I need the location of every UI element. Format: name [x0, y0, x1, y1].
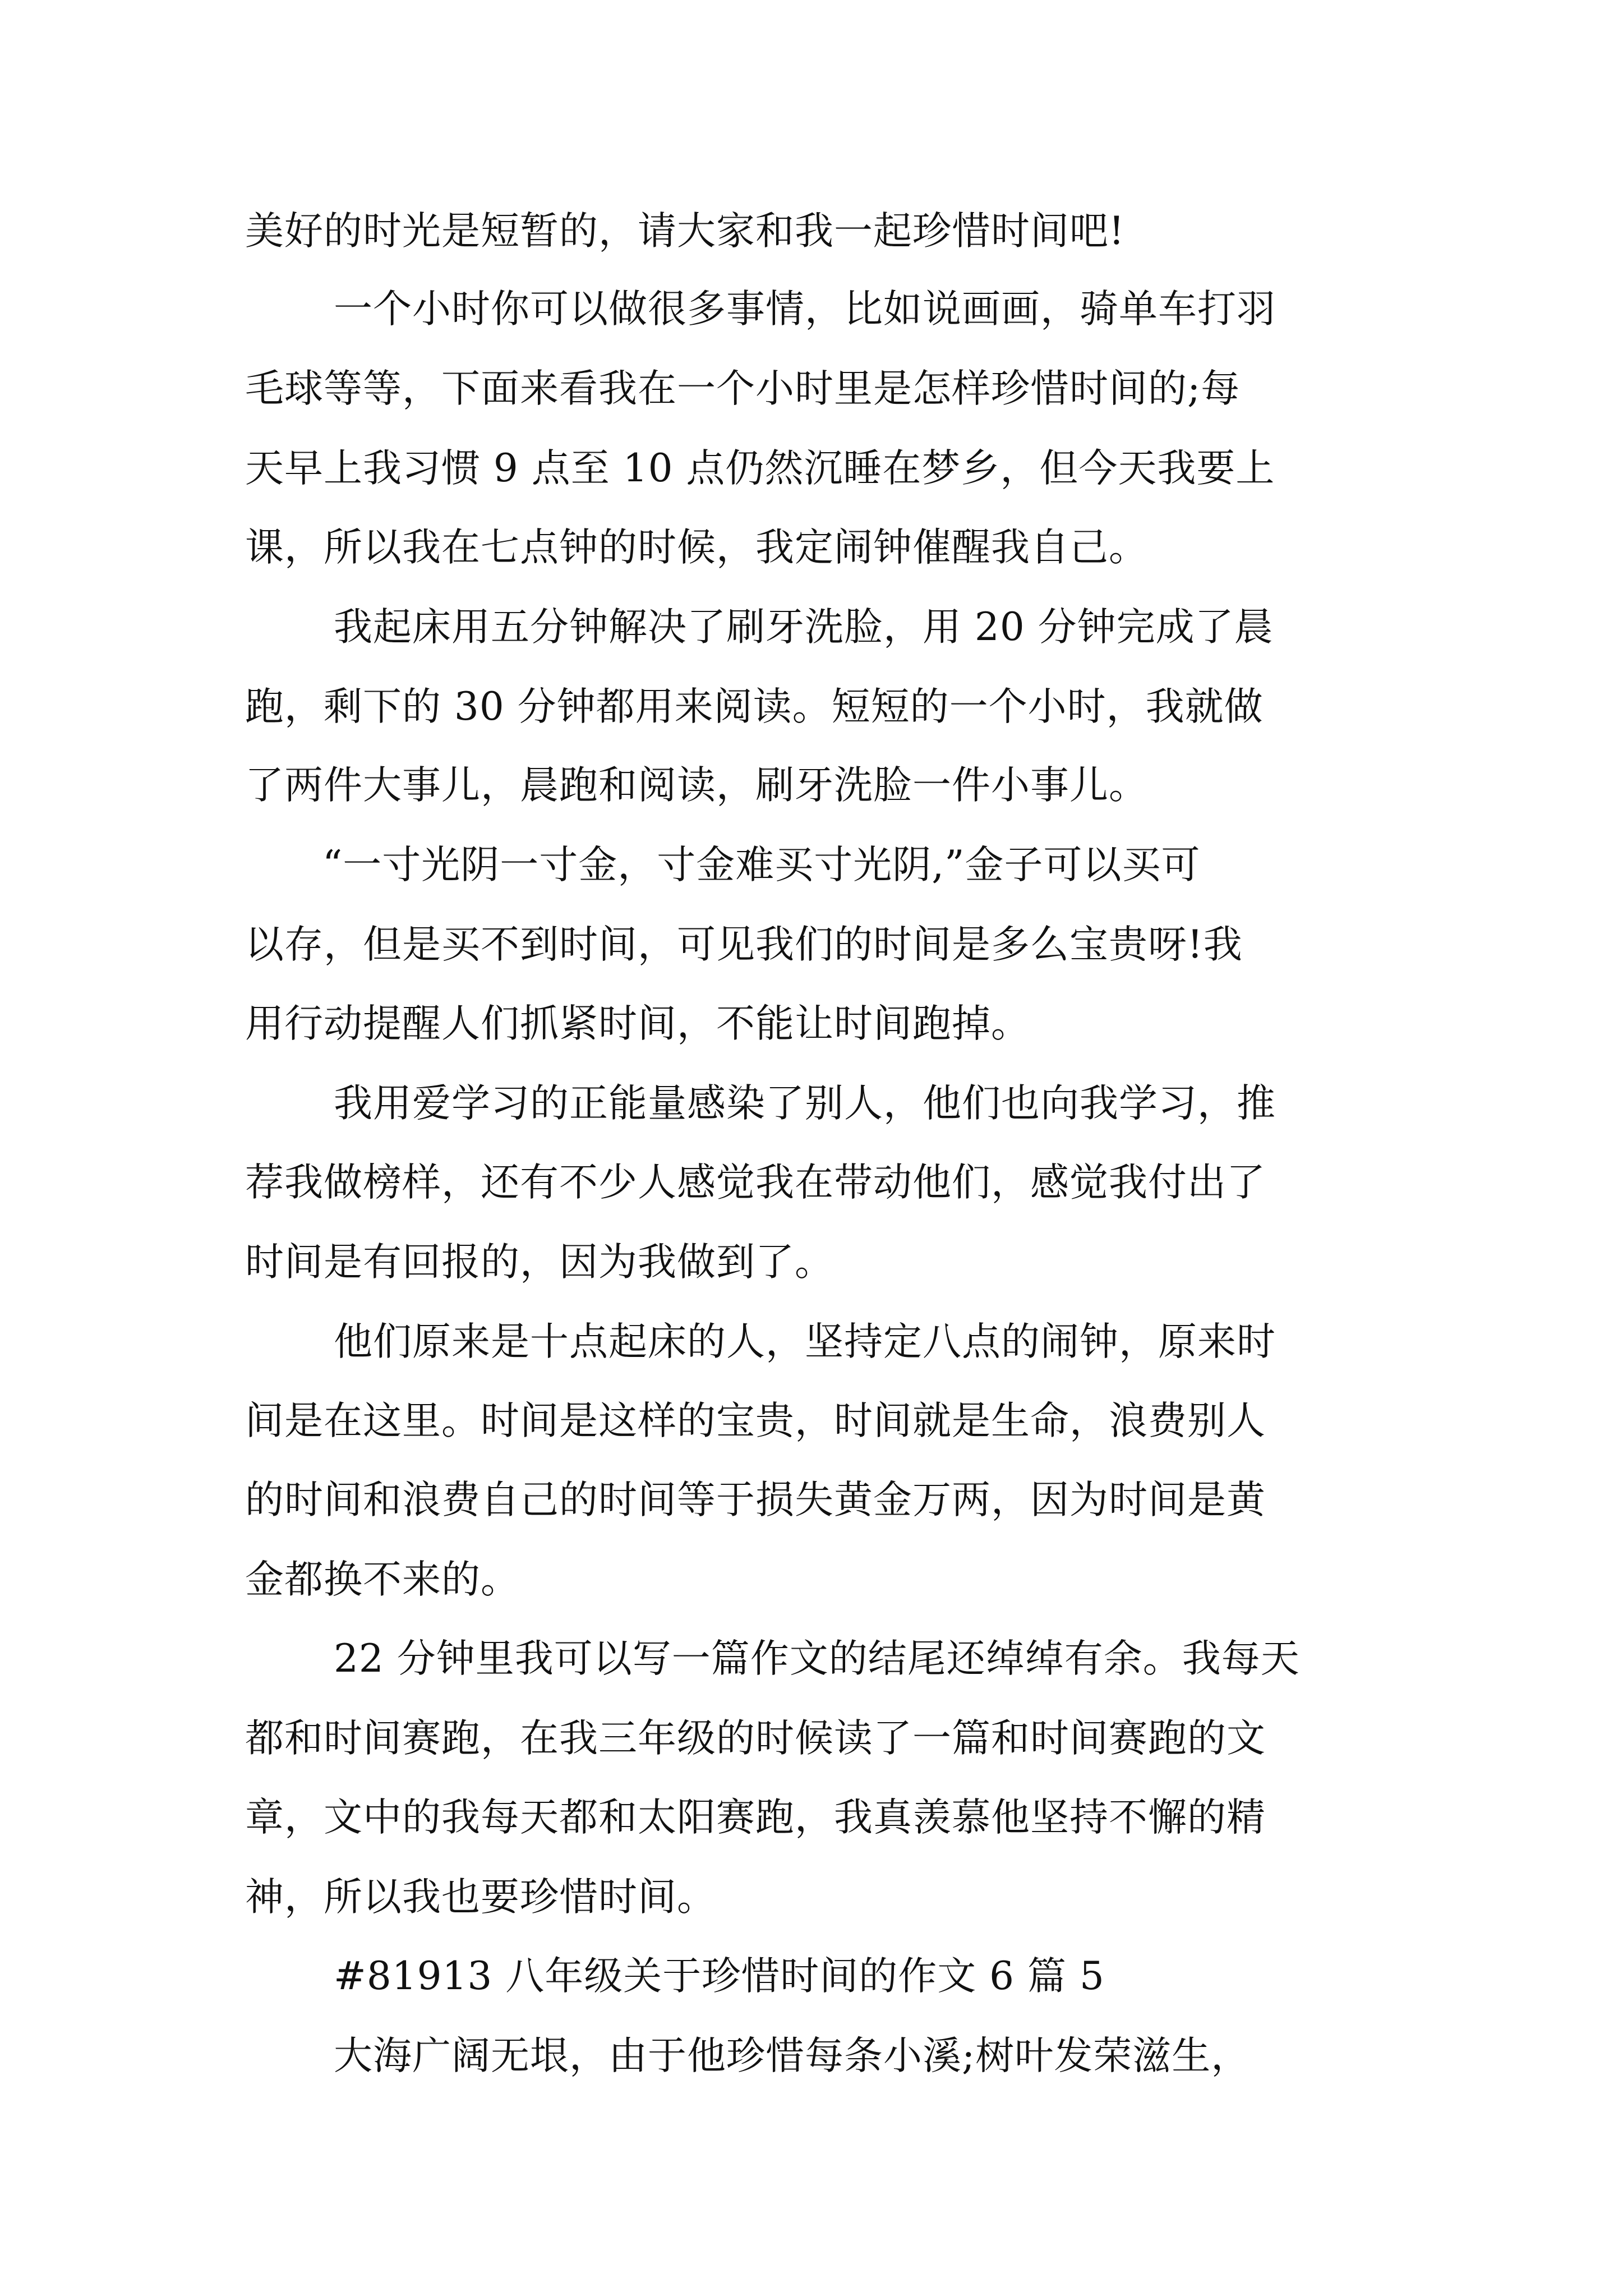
text-line: 间是在这里。时间是这样的宝贵，时间就是生命，浪费别人: [245, 1398, 1266, 1443]
text-line: 的时间和浪费自己的时间等于损失黄金万两，因为时间是黄: [245, 1478, 1266, 1522]
text-line: 课，所以我在七点钟的时候，我定闹钟催醒我自己。: [245, 525, 1148, 570]
text-line: 一个小时你可以做很多事情，比如说画画，骑单车打羽: [334, 287, 1276, 332]
text-line: 用行动提醒人们抓紧时间，不能让时间跑掉。: [245, 1001, 1030, 1046]
text-line: 我起床用五分钟解决了刷牙洗脸，用 20 分钟完成了晨: [334, 605, 1274, 650]
section-heading: #81913 八年级关于珍惜时间的作文 6 篇 5: [334, 1954, 1105, 1999]
text-line: 了两件大事儿，晨跑和阅读，刷牙洗脸一件小事儿。: [245, 763, 1148, 808]
text-line: 时间是有回报的，因为我做到了。: [245, 1240, 834, 1285]
text-line: 他们原来是十点起床的人，坚持定八点的闹钟，原来时: [334, 1319, 1276, 1364]
text-line: 跑，剩下的 30 分钟都用来阅读。短短的一个小时，我就做: [245, 684, 1264, 729]
text-line: “一寸光阴一寸金，寸金难买寸光阴,”金子可以买可: [322, 843, 1201, 887]
text-line: 22 分钟里我可以写一篇作文的结尾还绰绰有余。我每天: [334, 1636, 1300, 1681]
text-line: 美好的时光是短暂的，请大家和我一起珍惜时间吧!: [245, 209, 1125, 254]
text-line: 大海广阔无垠，由于他珍惜每条小溪;树叶发荣滋生，: [334, 2033, 1251, 2078]
text-line: 天早上我习惯 9 点至 10 点仍然沉睡在梦乡，但今天我要上: [245, 446, 1275, 491]
text-line: 我用爱学习的正能量感染了别人，他们也向我学习，推: [334, 1081, 1276, 1126]
text-line: 神，所以我也要珍惜时间。: [245, 1875, 716, 1920]
text-line: 以存，但是买不到时间，可见我们的时间是多么宝贵呀!我: [245, 922, 1243, 967]
text-line: 都和时间赛跑，在我三年级的时候读了一篇和时间赛跑的文: [245, 1716, 1266, 1761]
text-line: 毛球等等，下面来看我在一个小时里是怎样珍惜时间的;每: [245, 366, 1241, 411]
text-line: 金都换不来的。: [245, 1557, 520, 1602]
text-line: 荐我做榜样，还有不少人感觉我在带动他们，感觉我付出了: [245, 1160, 1266, 1205]
text-line: 章，文中的我每天都和太阳赛跑，我真羡慕他坚持不懈的精: [245, 1795, 1266, 1840]
